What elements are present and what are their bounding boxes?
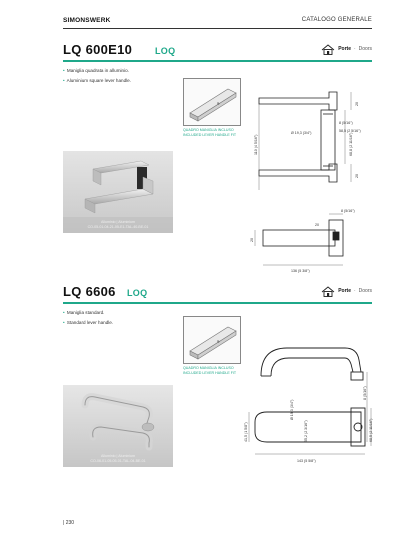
included-caption-it: QUADRO MANIGLIA INCLUSO — [183, 128, 234, 132]
product-photo — [63, 385, 173, 467]
included-caption-en: INCLUDED LEVER HANDLE FIT — [183, 133, 237, 137]
dim-h: 20 — [250, 238, 254, 242]
title-divider — [63, 302, 372, 304]
product-title-row — [63, 282, 372, 302]
page-header — [63, 14, 372, 28]
included-caption-it: QUADRO MANIGLIA INCLUSO — [183, 366, 234, 370]
photo-caption-code: CO-06-01-05-05-01-TAL-04-BE-01 — [90, 459, 146, 463]
product-series: LOQ — [127, 288, 148, 298]
description-en-text: Aluminium square lever handle. — [66, 78, 131, 83]
spindle-icon — [184, 317, 242, 365]
door-label-en: Doors — [358, 46, 372, 52]
dim-f: 68,8 (2 11/16") — [349, 132, 353, 156]
dim-e: 55,2 (2 3/16") — [304, 420, 308, 442]
photo-caption-code: CO-05-01-04-21-05-E1-TAL-40-BE-01 — [87, 225, 149, 229]
spindle-dim: 8 — [216, 101, 221, 106]
door-label-it: Porte — [338, 288, 351, 294]
door-label-separator: · — [353, 46, 356, 52]
product-section-lq600e10 — [63, 40, 372, 273]
page-number: | 230 — [63, 520, 75, 526]
included-caption-en: INCLUDED LEVER HANDLE FIT — [183, 371, 237, 375]
technical-drawing-svg — [235, 330, 373, 478]
spindle-icon — [184, 79, 242, 127]
product-section-lq6606 — [63, 282, 372, 502]
door-label-it: Porte — [338, 46, 351, 52]
header-divider — [63, 28, 372, 29]
house-door-icon — [321, 286, 335, 297]
door-label-en: Doors — [358, 288, 372, 294]
description-en — [63, 78, 131, 83]
dim-e: 58,5 (2 5/16") — [339, 129, 361, 133]
description-en-text: Standard lever handle. — [66, 320, 114, 325]
technical-drawing — [235, 330, 373, 478]
spindle-dim: 8 — [216, 339, 221, 344]
product-photo — [63, 151, 173, 233]
dim-d: 41,5 (1 5/8") — [244, 422, 248, 442]
product-series: LOQ — [155, 46, 176, 56]
description-it — [63, 310, 104, 315]
technical-drawing-svg — [251, 80, 371, 275]
door-type-tag — [321, 43, 372, 55]
dim-c: Ø 19,3 (3/4") — [291, 131, 312, 135]
dim-f: 143 (5 5/8") — [297, 459, 316, 463]
product-model: LQ 600E10 — [63, 42, 133, 57]
description-it — [63, 68, 129, 73]
dim-g: 110 (4 5/16") — [254, 134, 258, 155]
description-en — [63, 320, 113, 325]
photo-caption-finish: Alluminio | Aluminium — [100, 220, 136, 224]
dim-b: 68,5 (2 11/16") — [369, 418, 373, 442]
dim-i: 20 — [315, 223, 319, 227]
page-number-value: 230 — [65, 520, 75, 526]
house-door-icon — [321, 44, 335, 55]
product-model: LQ 6606 — [63, 284, 116, 299]
included-spindle-box — [183, 316, 241, 364]
catalog-title: CATALOGO GENERALE — [301, 17, 372, 23]
door-type-tag — [321, 285, 372, 297]
dim-b: 20 — [355, 174, 359, 178]
photo-caption-finish: Alluminio | Aluminium — [100, 454, 136, 458]
dim-d: 8 (5/16") — [339, 121, 353, 125]
included-spindle-box — [183, 78, 241, 126]
bullet-icon: • — [63, 78, 65, 83]
product-title-row — [63, 40, 372, 60]
dim-a: 8 (5/16") — [363, 386, 367, 400]
description-it-text: Maniglia quadrata in alluminio. — [66, 68, 129, 73]
door-label-separator: · — [353, 288, 356, 294]
dim-c: Ø 19,3 (3/4") — [290, 399, 294, 420]
photo-caption — [63, 454, 173, 464]
description-it-text: Maniglia standard. — [66, 310, 105, 315]
brand-name: SIMONSWERK — [63, 17, 111, 24]
bullet-icon: • — [63, 310, 65, 315]
bullet-icon: • — [63, 68, 65, 73]
dim-j: 8 (5/16") — [341, 209, 355, 213]
dim-a: 20 — [355, 102, 359, 106]
title-divider — [63, 60, 372, 62]
dim-k: 136 (5 3/8") — [291, 269, 310, 273]
photo-caption — [63, 220, 173, 230]
bullet-icon: • — [63, 320, 65, 325]
technical-drawing — [251, 80, 371, 275]
